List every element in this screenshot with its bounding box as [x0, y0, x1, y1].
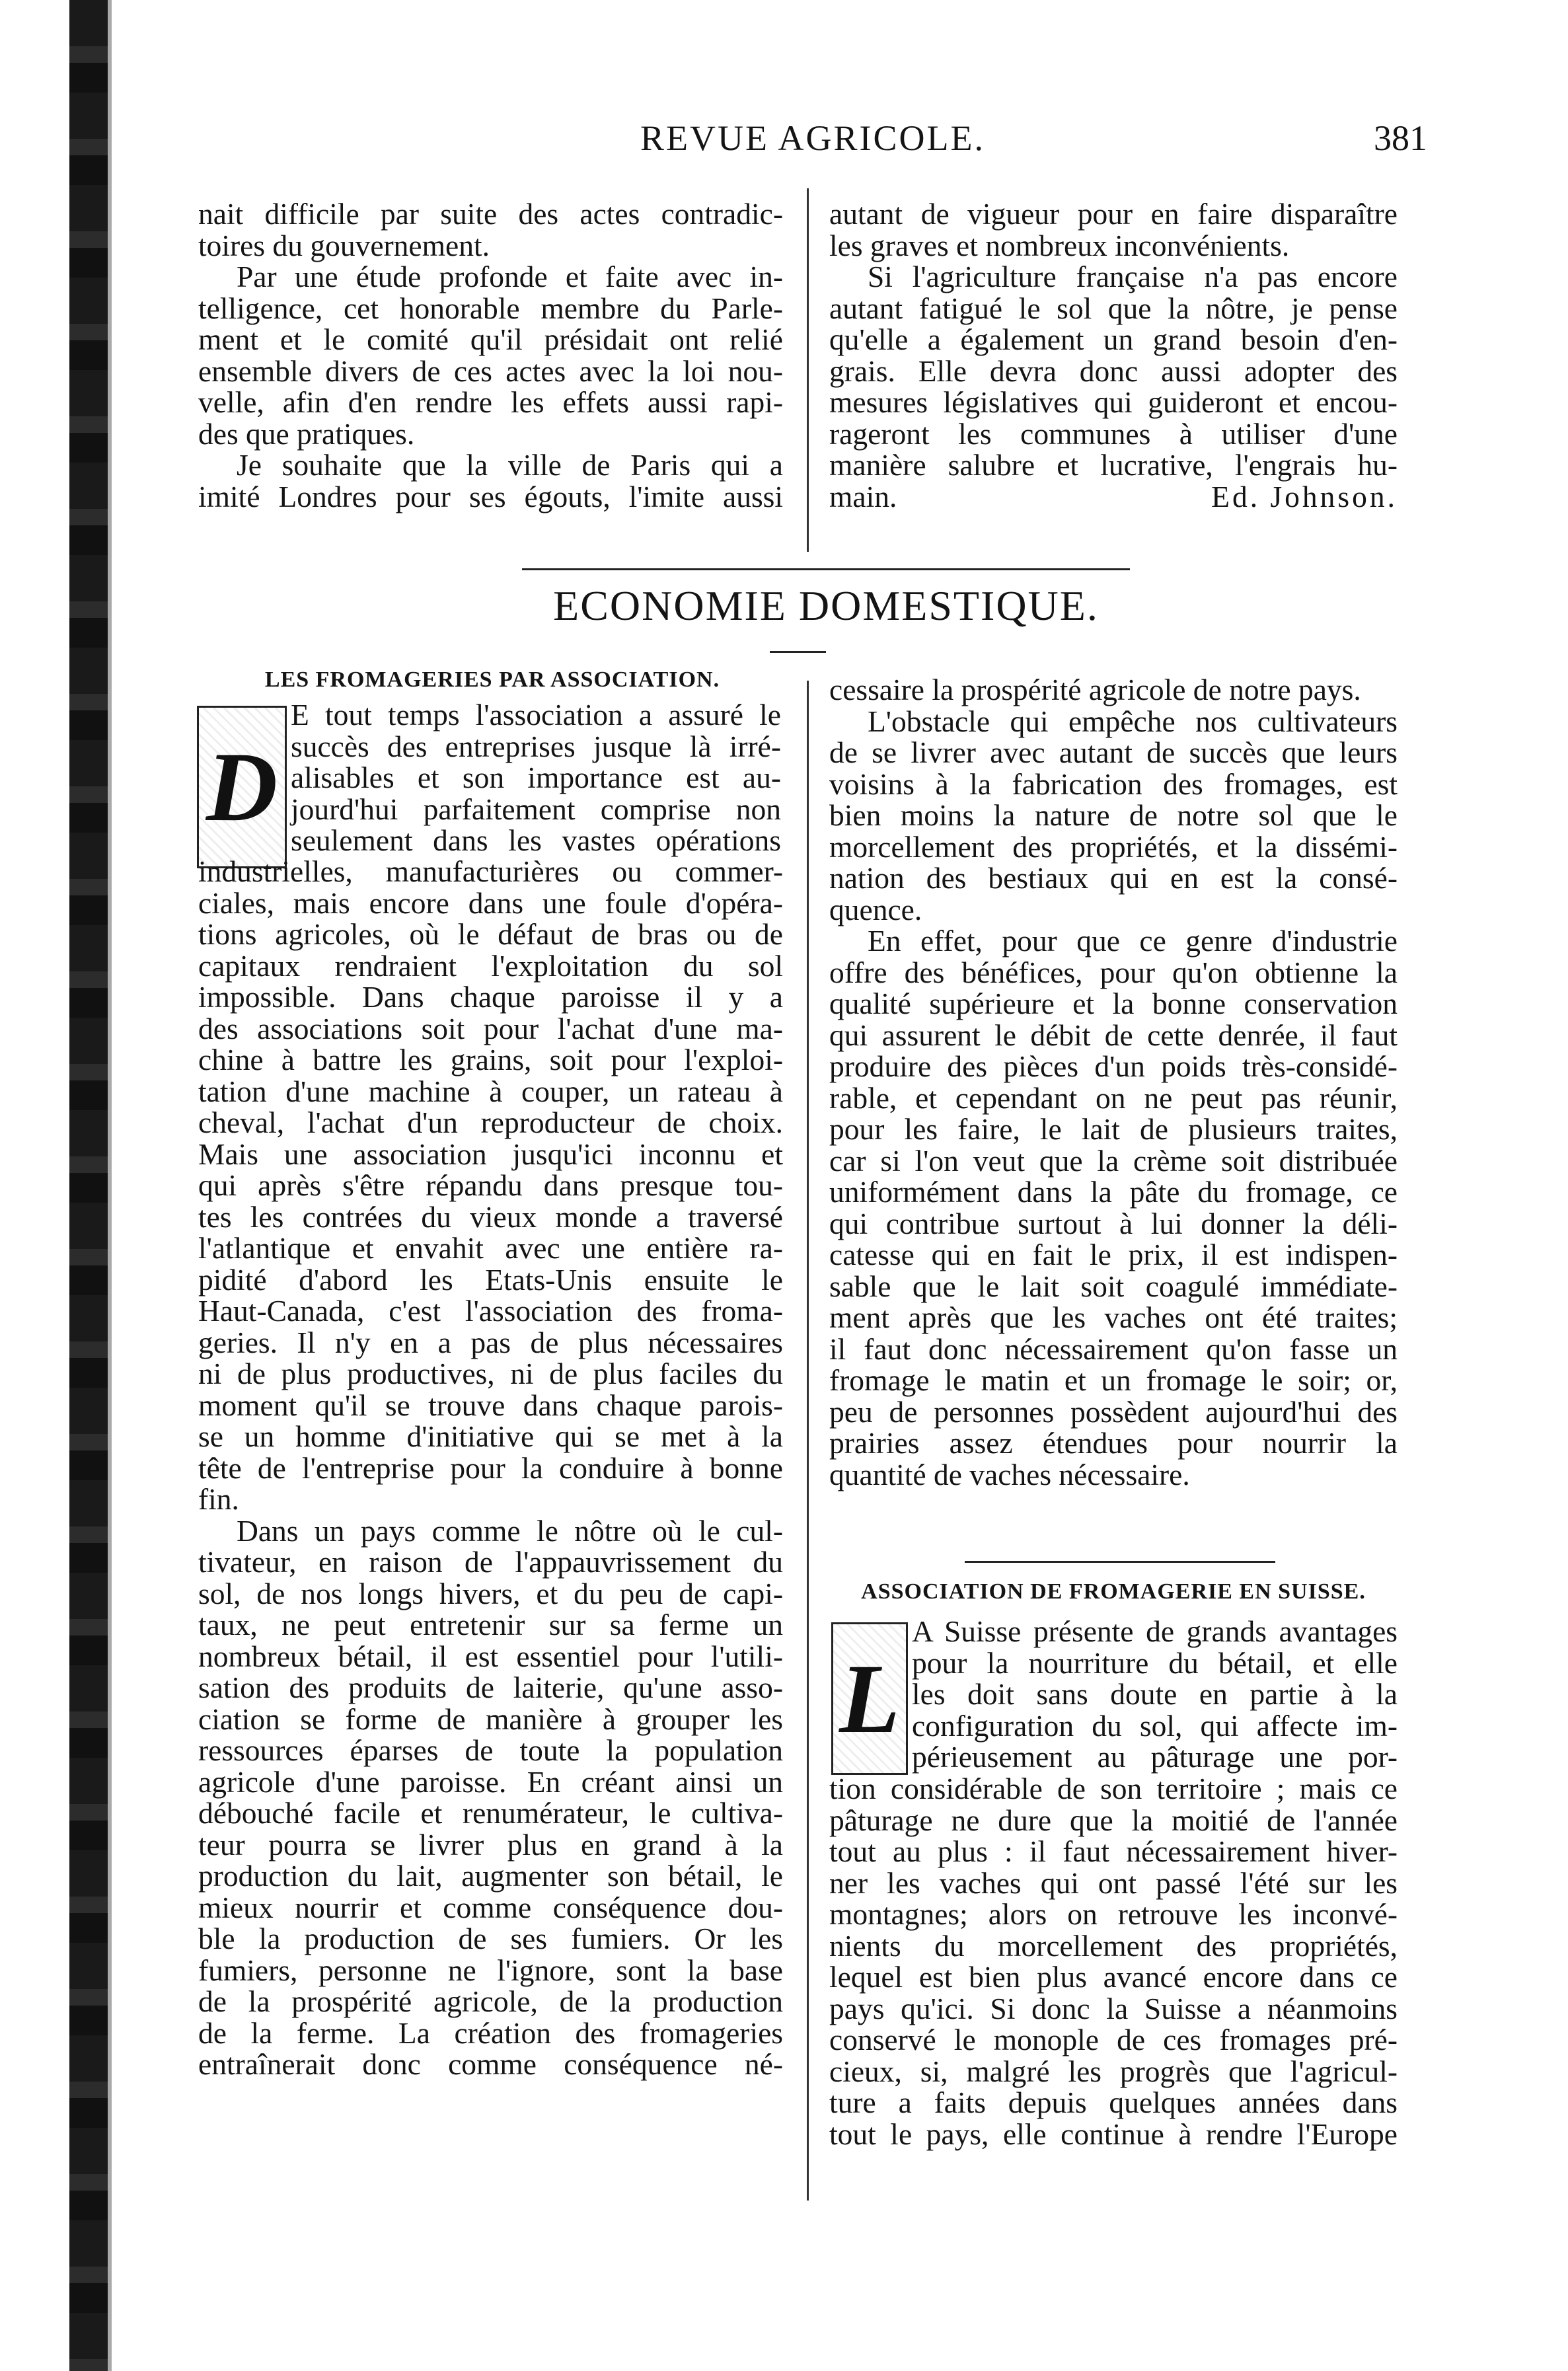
text-line: configuration du sol, qui affecte im-	[912, 1708, 1398, 1743]
text-line: prairies assez étendues pour nourrir la	[829, 1426, 1398, 1460]
text-line: débouché facile et renumérateur, le cultiva-	[198, 1796, 783, 1830]
page-number: 381	[1374, 118, 1427, 158]
article2-body	[829, 1773, 1398, 2150]
text-line: capitaux rendraient l'exploitation du sol	[198, 948, 783, 983]
column-divider-main	[807, 681, 809, 2201]
text-line: chine à battre les grains, soit pour l'exploi-	[198, 1043, 783, 1076]
text-line: les graves et nombreux inconvénients.	[829, 228, 1290, 262]
text-line: ensemble divers de ces actes avec la loi nou-	[198, 354, 783, 388]
text-line: cessaire la prospérité agricole de notre pays.	[829, 673, 1361, 706]
text-line: voisins à la fabrication des fromages, est	[829, 767, 1398, 801]
text-line: Mais une association jusqu'ici inconnu et	[198, 1137, 783, 1171]
journal-title: REVUE AGRICOLE.	[640, 118, 985, 158]
text-line: ni de plus productives, ni de plus faciles du	[198, 1357, 783, 1390]
text-line: impossible. Dans chaque paroisse il y a	[198, 980, 783, 1014]
text-line: de la prospérité agricole, de la production	[198, 1984, 783, 2018]
text-line: morcellement des propriétés, et la dissémi-	[829, 829, 1398, 864]
text-line: geries. Il n'y en a pas de plus nécessaires	[198, 1325, 783, 1359]
text-line: ciation se forme de manière à grouper les	[198, 1702, 783, 1736]
text-line: fromage le matin et un fromage le soir; or,	[829, 1363, 1398, 1397]
author-signature: Ed. Johnson.	[1211, 479, 1398, 513]
article1-dropcap-lines	[291, 699, 781, 856]
text-line: ressources éparses de toute la population	[198, 1733, 783, 1767]
binding-shadow	[108, 0, 112, 2371]
text-line: ment et le comité qu'il présidait ont relié	[198, 322, 783, 356]
text-line: qui assurent le débit de cette denrée, il faut	[829, 1018, 1398, 1052]
text-line: cheval, l'achat d'un reproducteur de choix.	[198, 1106, 783, 1139]
text-line: cieux, si, malgré les progrès que l'agricul-	[829, 2054, 1398, 2088]
text-line: alisables et son importance est au-	[291, 761, 781, 794]
text-line: pays qu'ici. Si donc la Suisse a néanmoins	[829, 1991, 1398, 2025]
article-heading-suisse: ASSOCIATION DE FROMAGERIE EN SUISSE.	[861, 1579, 1366, 1604]
text-line: offre des bénéfices, pour qu'on obtienne la	[829, 955, 1398, 989]
text-line: autant de vigueur pour en faire disparaître	[829, 197, 1398, 231]
text-line: pâturage ne dure que la moitié de l'année	[829, 1803, 1398, 1837]
text-line: qualité supérieure et la bonne conservation	[829, 987, 1398, 1020]
text-line: main.	[829, 479, 897, 513]
running-head	[198, 118, 1427, 170]
article1-left-column	[198, 856, 783, 2080]
text-line: mesures législatives qui guideront et encou-	[829, 385, 1398, 419]
text-line: agricole d'une paroisse. En créant ainsi un	[198, 1764, 783, 1799]
top-right-column	[829, 198, 1398, 512]
text-line: tation d'une machine à couper, un rateau à	[198, 1074, 783, 1108]
section-rule	[522, 568, 1130, 570]
text-line: grais. Elle devra donc aussi adopter des	[829, 354, 1398, 388]
text-line: L'obstacle qui empêche nos cultivateurs	[868, 704, 1398, 738]
text-line: uniformément dans la pâte du fromage, ce	[829, 1175, 1398, 1209]
text-line: tions agricoles, où le défaut de bras ou de	[198, 917, 783, 951]
text-line: tivateur, en raison de l'appauvrissement du	[198, 1545, 783, 1579]
text-line: sable que le lait soit coagulé immédiate-	[829, 1269, 1398, 1303]
text-line: telligence, cet honorable membre du Parle-	[198, 291, 783, 325]
text-line: sol, de nos longs hivers, et du peu de capi-	[198, 1576, 783, 1610]
text-line: tion considérable de son territoire ; mais ce	[829, 1772, 1398, 1805]
text-line: taux, ne peut entretenir sur sa ferme un	[198, 1608, 783, 1641]
text-line: moment qu'il se trouve dans chaque parois-	[198, 1388, 783, 1422]
text-line: Dans un pays comme le nôtre où le cul-	[237, 1513, 783, 1548]
text-line: des associations soit pour l'achat d'une ma-	[198, 1011, 783, 1045]
text-line: quence.	[829, 892, 922, 926]
text-line: l'atlantique et envahit avec une entière ra-	[198, 1231, 783, 1265]
text-line: teur pourra se livrer plus en grand à la	[198, 1827, 783, 1862]
text-line: il faut donc nécessairement qu'on fasse un	[829, 1332, 1398, 1366]
text-line: tête de l'entreprise pour la conduire à bonne	[198, 1450, 783, 1485]
text-line: toires du gouvernement.	[198, 228, 490, 262]
text-line: nients du morcellement des propriétés,	[829, 1928, 1398, 1963]
text-line: peu de personnes possèdent aujourd'hui des	[829, 1394, 1398, 1429]
article2-dropcap-lines	[912, 1616, 1398, 1773]
text-line: Haut-Canada, c'est l'association des froma-	[198, 1294, 783, 1328]
text-line: conservé le monople de ces fromages pré-	[829, 2023, 1398, 2056]
article-separator	[965, 1561, 1275, 1563]
text-line: bien moins la nature de notre sol que le	[829, 798, 1398, 832]
text-line: nation des bestiaux qui en est la consé-	[829, 861, 1398, 895]
text-line: manière salubre et lucrative, l'engrais hu-	[829, 448, 1398, 482]
text-line: ciales, mais encore dans une foule d'opéra-	[198, 885, 783, 920]
text-line: ner les vaches qui ont passé l'été sur les	[829, 1865, 1398, 1900]
text-line: se un homme d'initiative qui se met à la	[198, 1419, 783, 1453]
text-line: sation des produits de laiterie, qu'une asso-	[198, 1671, 783, 1704]
text-line: mieux nourrir et comme conséquence dou-	[198, 1890, 783, 1924]
text-line: seulement dans les vastes opérations	[291, 823, 781, 857]
text-line: industrielles, manufacturières ou commer-	[198, 854, 783, 888]
text-line: velle, afin d'en rendre les effets aussi rapi-	[198, 385, 783, 419]
dropcap-l: L	[831, 1622, 908, 1775]
text-line: qui contribue surtout à lui donner la déli-	[829, 1206, 1398, 1240]
text-line: nombreux bétail, il est essentiel pour l'utili-	[198, 1639, 783, 1673]
text-line: qu'elle a également un grand besoin d'en-	[829, 322, 1398, 356]
text-line: fumiers, personne ne l'ignore, sont la base	[198, 1953, 783, 1987]
text-line: entraînerait donc comme conséquence né-	[198, 2047, 783, 2081]
dropcap-d: D	[197, 706, 287, 868]
text-line: fin.	[198, 1482, 239, 1516]
text-line: Par une étude profonde et faite avec in-	[237, 260, 783, 293]
text-line: de la ferme. La création des fromageries	[198, 2015, 783, 2050]
text-line: pour les faire, le lait de plusieurs traites,	[829, 1112, 1398, 1146]
text-line: A Suisse présente de grands avantages	[912, 1614, 1398, 1648]
text-line: autant fatigué le sol que la nôtre, je pense	[829, 291, 1398, 325]
text-line: ment après que les vaches ont été traites;	[829, 1300, 1398, 1334]
text-line: pidité d'abord les Etats-Unis ensuite le	[198, 1262, 783, 1297]
text-line: pour la nourriture du bétail, et elle	[912, 1645, 1398, 1680]
text-line: lequel est bien plus avancé encore dans ce	[829, 1960, 1398, 1994]
top-left-column	[198, 198, 783, 512]
text-line: tes les contrées du vieux monde a traversé	[198, 1199, 783, 1234]
text-line: rable, et cependant on ne peut pas réunir,	[829, 1080, 1398, 1115]
text-line: jourd'hui parfaitement comprise non	[291, 792, 781, 826]
column-divider-top	[807, 188, 809, 552]
section-title-underline	[770, 651, 826, 653]
text-line: périeusement au pâturage une por-	[912, 1740, 1398, 1774]
text-line: tout au plus : il faut nécessairement hiver-	[829, 1834, 1398, 1868]
text-line: nait difficile par suite des actes contradic-	[198, 197, 783, 231]
text-line: Je souhaite que la ville de Paris qui a	[237, 448, 783, 482]
text-line: Si l'agriculture française n'a pas encore	[868, 260, 1398, 293]
text-line: imité Londres pour ses égouts, l'imite aussi	[198, 479, 783, 513]
text-line: produire des pièces d'un poids très-considé-	[829, 1049, 1398, 1083]
article1-right-column	[829, 674, 1398, 1490]
text-line: succès des entreprises jusque là irré-	[291, 729, 781, 763]
text-line: montagnes; alors on retrouve les inconvé-	[829, 1897, 1398, 1931]
text-line: ble la production de ses fumiers. Or les	[198, 1922, 783, 1955]
section-title: ECONOMIE DOMESTIQUE.	[553, 582, 1099, 629]
text-line: car si l'on veut que la crème soit distribuée	[829, 1143, 1398, 1178]
text-line: de se livrer avec autant de succès que leurs	[829, 735, 1398, 769]
article-heading-fromageries: LES FROMAGERIES PAR ASSOCIATION.	[264, 667, 720, 692]
text-line: les doit sans doute en partie à la	[912, 1677, 1398, 1711]
text-line: catesse qui en fait le prix, il est indispen-	[829, 1238, 1398, 1271]
text-line: rageront les communes à utiliser d'une	[829, 416, 1398, 451]
text-line: En effet, pour que ce genre d'industrie	[868, 924, 1398, 958]
text-line: des que pratiques.	[198, 416, 415, 451]
text-line: E tout temps l'association a assuré le	[291, 698, 781, 732]
text-line: production du lait, augmenter son bétail, le	[198, 1859, 783, 1893]
signature-line	[829, 481, 1398, 513]
text-line: quantité de vaches nécessaire.	[829, 1457, 1190, 1491]
text-line: qui après s'être répandu dans presque tou-	[198, 1168, 783, 1202]
text-line: ture a faits depuis quelques années dans	[829, 2086, 1398, 2119]
text-line: tout le pays, elle continue à rendre l'Europe	[829, 2117, 1398, 2151]
book-binding-edge	[69, 0, 108, 2371]
